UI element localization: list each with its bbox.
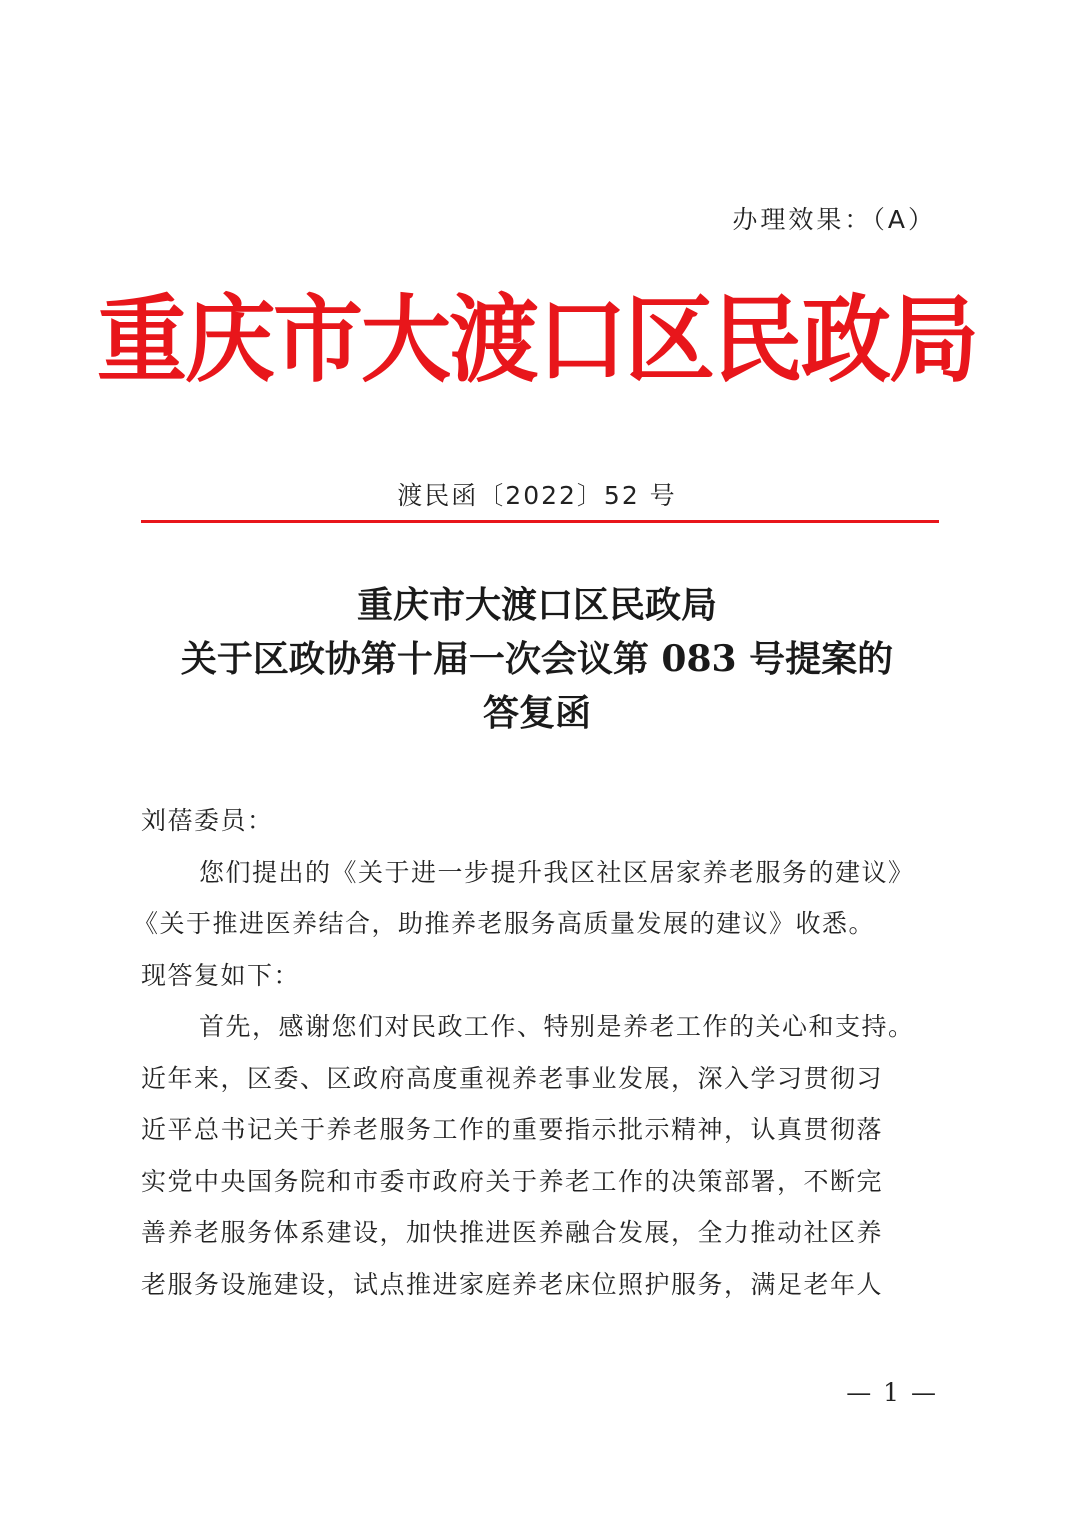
body-line: 现答复如下： xyxy=(141,960,301,990)
body-line: 实党中央国务院和市委市政府关于养老工作的决策部署，不断完 xyxy=(141,1166,884,1196)
letter-body xyxy=(133,795,941,1310)
title-line-1: 重庆市大渡口区民政局 xyxy=(356,584,717,626)
salutation: 刘蓓委员： xyxy=(141,806,274,835)
document-number: 渡民函〔2022〕52 号 xyxy=(397,481,677,510)
body-line: 近平总书记关于养老服务工作的重要指示批示精神，认真贯彻落 xyxy=(141,1115,884,1144)
document-title xyxy=(0,578,1074,740)
handling-effect: 办理效果：（A） xyxy=(732,205,936,234)
body-line: 首先，感谢您们对民政工作、特别是养老工作的关心和支持。 xyxy=(199,1012,915,1041)
page-number: — 1 — xyxy=(846,1378,938,1407)
body-line: 老服务设施建设，试点推进家庭养老床位照护服务，满足老年人 xyxy=(141,1269,884,1299)
title-line-3: 答复函 xyxy=(482,692,591,734)
agency-red-header: 重庆市大渡口区民政局 xyxy=(97,284,977,396)
title-line-2: 关于区政协第十届一次会议第 083 号提案的 xyxy=(180,638,894,680)
body-line: 近年来，区委、区政府高度重视养老事业发展，深入学习贯彻习 xyxy=(141,1063,884,1093)
red-divider xyxy=(141,520,939,523)
body-line: 善养老服务体系建设，加快推进医养融合发展，全力推动社区养 xyxy=(141,1218,884,1247)
body-line: 《关于推进医养结合，助推养老服务高质量发展的建议》收悉。 xyxy=(133,909,876,938)
body-line: 您们提出的《关于进一步提升我区社区居家养老服务的建议》 xyxy=(199,857,915,887)
